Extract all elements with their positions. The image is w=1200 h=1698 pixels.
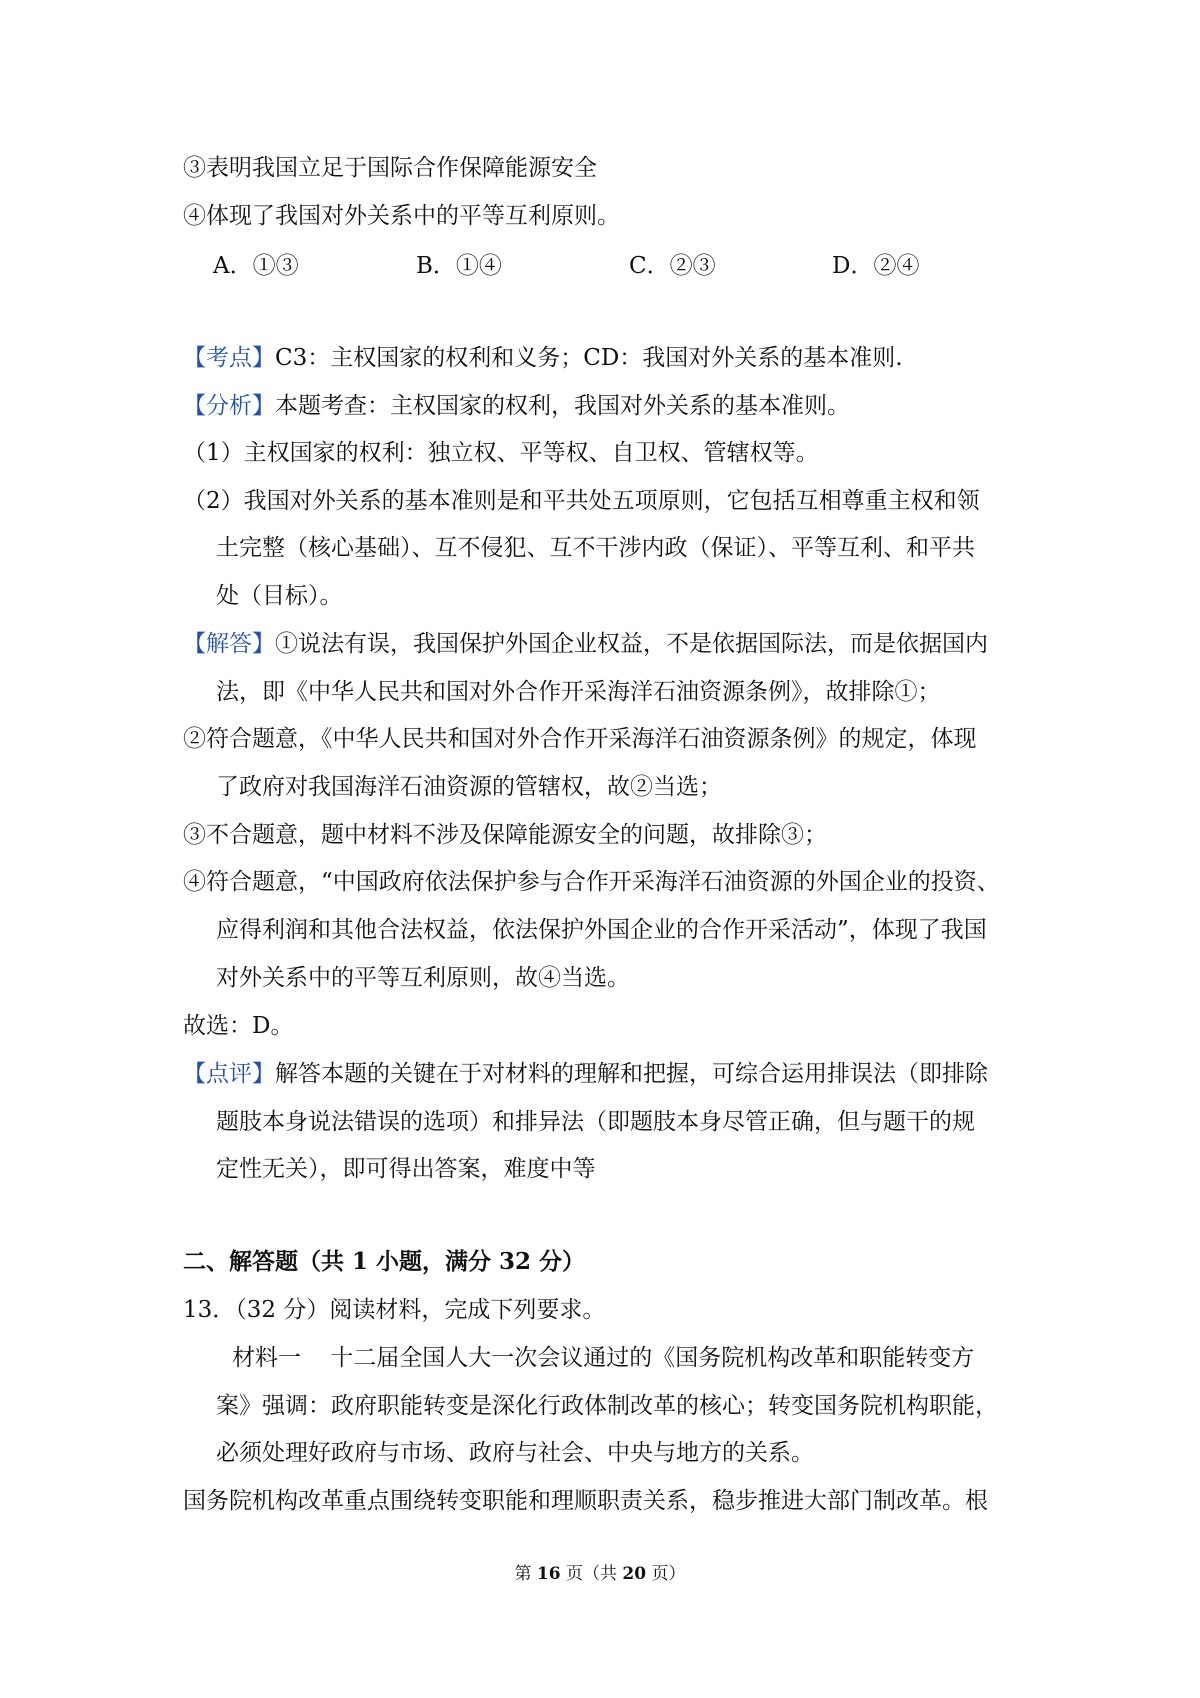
option-a: A．①③ bbox=[213, 253, 299, 279]
options-row bbox=[0, 250, 1200, 282]
jieda-line-5: ③不合题意，题中材料不涉及保障能源安全的问题，故排除③； bbox=[183, 822, 827, 848]
jieda-line-8: 对外关系中的平等互利原则，故④当选。 bbox=[216, 965, 630, 991]
dianping-line-2: 题肢本身说法错误的选项）和排异法（即题肢本身尽管正确，但与题干的规 bbox=[216, 1109, 975, 1135]
footer-total-pages: 20 bbox=[622, 1564, 647, 1584]
question-item-3: ③表明我国立足于国际合作保障能源安全 bbox=[183, 155, 597, 181]
footer-mid: 页（共 bbox=[566, 1564, 617, 1584]
jieda-tag: 【解答】 bbox=[183, 631, 275, 657]
jieda-line-2: 法，即《中华人民共和国对外合作开采海洋石油资源条例》，故排除①； bbox=[216, 679, 941, 705]
material-1-line-4: 国务院机构改革重点围绕转变职能和理顺职责关系，稳步推进大部门制改革。根 bbox=[183, 1488, 988, 1514]
material-1-line-3: 必须处理好政府与市场、政府与社会、中央与地方的关系。 bbox=[216, 1440, 814, 1466]
fenxi-text: 本题考查：主权国家的权利，我国对外关系的基本准则。 bbox=[275, 393, 850, 419]
section-heading: 二、解答题（共 1 小题，满分 32 分） bbox=[183, 1248, 586, 1275]
question-13-intro: 13．（32 分）阅读材料，完成下列要求。 bbox=[183, 1297, 606, 1323]
fenxi-tag: 【分析】 bbox=[183, 393, 275, 419]
analysis-point-2-line-3: 处（目标）。 bbox=[216, 583, 343, 609]
dianping-line-1 bbox=[183, 1058, 988, 1090]
kaodian-text: C3：主权国家的权利和义务；CD：我国对外关系的基本准则. bbox=[275, 345, 903, 371]
analysis-point-2-line-2: 土完整（核心基础）、互不侵犯、互不干涉内政（保证）、平等互利、和平共 bbox=[216, 535, 975, 561]
jieda-line-6: ④符合题意，“中国政府依法保护参与合作开采海洋石油资源的外国企业的投资、 bbox=[183, 869, 1000, 895]
dianping-tag: 【点评】 bbox=[183, 1061, 275, 1087]
final-answer: 故选：D。 bbox=[183, 1013, 294, 1039]
footer-prefix: 第 bbox=[514, 1564, 532, 1584]
analysis-point-2-line-1: （2）我国对外关系的基本准则是和平共处五项原则，它包括互相尊重主权和领 bbox=[183, 488, 980, 514]
analysis-point-1: （1）主权国家的权利：独立权、平等权、自卫权、管辖权等。 bbox=[183, 440, 819, 466]
option-d: D．②④ bbox=[832, 253, 920, 279]
page-footer bbox=[0, 1562, 1200, 1586]
option-b: B．①④ bbox=[416, 253, 502, 279]
jieda-line-1 bbox=[183, 628, 988, 660]
dianping-line-3: 定性无关），即可得出答案，难度中等 bbox=[216, 1156, 596, 1182]
kaodian-line bbox=[183, 342, 903, 374]
jieda-line-3: ②符合题意，《中华人民共和国对外合作开采海洋石油资源条例》的规定，体现 bbox=[183, 726, 977, 752]
dianping-text-1: 解答本题的关键在于对材料的理解和把握，可综合运用排误法（即排除 bbox=[275, 1061, 988, 1087]
material-1-line-2: 案》强调：政府职能转变是深化行政体制改革的核心；转变国务院机构职能， bbox=[216, 1393, 998, 1419]
footer-page-number: 16 bbox=[536, 1564, 561, 1584]
jieda-line-7: 应得利润和其他合法权益，依法保护外国企业的合作开采活动”，体现了我国 bbox=[216, 917, 987, 943]
fenxi-line bbox=[183, 390, 850, 422]
jieda-line-4: 了政府对我国海洋石油资源的管辖权，故②当选； bbox=[216, 774, 722, 800]
footer-suffix: 页） bbox=[651, 1564, 686, 1584]
kaodian-tag: 【考点】 bbox=[183, 345, 275, 371]
option-c: C．②③ bbox=[629, 253, 716, 279]
question-item-4: ④体现了我国对外关系中的平等互利原则。 bbox=[183, 203, 620, 229]
material-1-line-1: 材料一 十二届全国人大一次会议通过的《国务院机构改革和职能转变方 bbox=[232, 1345, 975, 1371]
jieda-text-1: ①说法有误，我国保护外国企业权益，不是依据国际法，而是依据国内 bbox=[275, 631, 988, 657]
